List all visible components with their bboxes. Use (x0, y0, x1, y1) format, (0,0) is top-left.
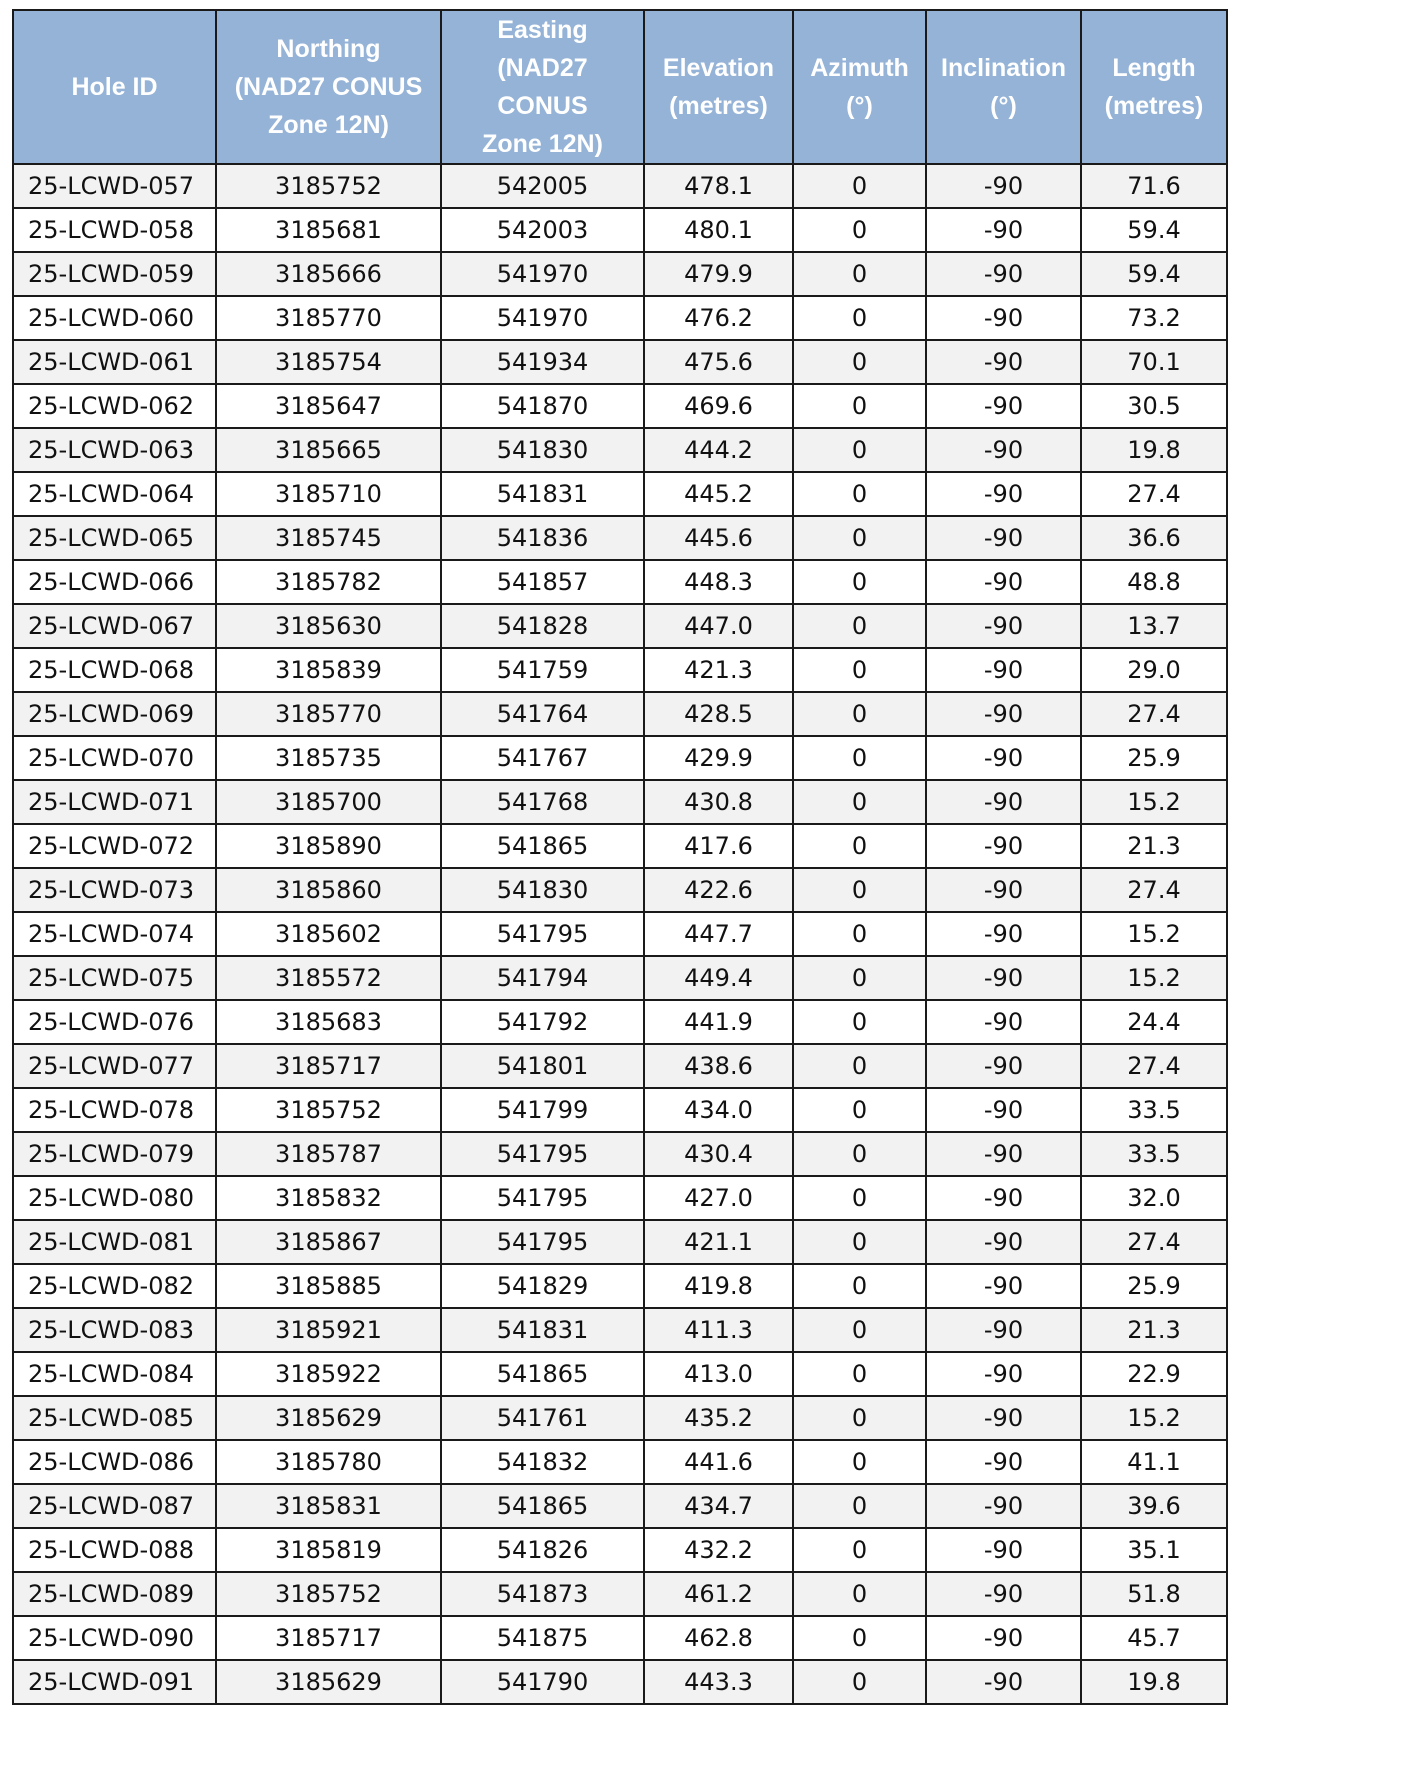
cell-inclination: -90 (926, 252, 1081, 296)
table-row (13, 648, 1227, 692)
cell-elevation: 475.6 (644, 340, 793, 384)
cell-azimuth: 0 (793, 868, 926, 912)
cell-easting: 541831 (441, 472, 644, 516)
col-header-elevation: Elevation (metres) (644, 10, 793, 164)
cell-length: 59.4 (1081, 208, 1227, 252)
cell-hole-id: 25-LCWD-062 (13, 384, 216, 428)
drill-hole-table (12, 9, 1228, 1705)
cell-inclination: -90 (926, 1000, 1081, 1044)
cell-elevation: 417.6 (644, 824, 793, 868)
cell-length: 33.5 (1081, 1132, 1227, 1176)
cell-hole-id: 25-LCWD-072 (13, 824, 216, 868)
cell-azimuth: 0 (793, 736, 926, 780)
cell-length: 32.0 (1081, 1176, 1227, 1220)
cell-elevation: 462.8 (644, 1616, 793, 1660)
cell-easting: 541865 (441, 1484, 644, 1528)
table-row (13, 868, 1227, 912)
cell-inclination: -90 (926, 1440, 1081, 1484)
cell-azimuth: 0 (793, 1396, 926, 1440)
cell-hole-id: 25-LCWD-060 (13, 296, 216, 340)
table-header (13, 10, 1227, 164)
cell-hole-id: 25-LCWD-074 (13, 912, 216, 956)
cell-length: 36.6 (1081, 516, 1227, 560)
cell-elevation: 480.1 (644, 208, 793, 252)
table-row (13, 1220, 1227, 1264)
cell-hole-id: 25-LCWD-066 (13, 560, 216, 604)
cell-northing: 3185885 (216, 1264, 441, 1308)
cell-length: 71.6 (1081, 164, 1227, 208)
cell-inclination: -90 (926, 1484, 1081, 1528)
cell-hole-id: 25-LCWD-090 (13, 1616, 216, 1660)
cell-elevation: 428.5 (644, 692, 793, 736)
cell-azimuth: 0 (793, 472, 926, 516)
cell-inclination: -90 (926, 1132, 1081, 1176)
cell-inclination: -90 (926, 692, 1081, 736)
cell-azimuth: 0 (793, 1616, 926, 1660)
cell-northing: 3185683 (216, 1000, 441, 1044)
table-row (13, 1308, 1227, 1352)
cell-easting: 541795 (441, 1132, 644, 1176)
cell-northing: 3185629 (216, 1396, 441, 1440)
cell-azimuth: 0 (793, 516, 926, 560)
cell-inclination: -90 (926, 1528, 1081, 1572)
table-row (13, 912, 1227, 956)
cell-azimuth: 0 (793, 1044, 926, 1088)
cell-easting: 541970 (441, 252, 644, 296)
cell-inclination: -90 (926, 1044, 1081, 1088)
cell-easting: 541831 (441, 1308, 644, 1352)
cell-elevation: 479.9 (644, 252, 793, 296)
table-row (13, 560, 1227, 604)
cell-length: 29.0 (1081, 648, 1227, 692)
cell-elevation: 445.2 (644, 472, 793, 516)
cell-elevation: 434.7 (644, 1484, 793, 1528)
cell-length: 27.4 (1081, 472, 1227, 516)
cell-hole-id: 25-LCWD-070 (13, 736, 216, 780)
cell-northing: 3185819 (216, 1528, 441, 1572)
cell-northing: 3185629 (216, 1660, 441, 1704)
cell-length: 24.4 (1081, 1000, 1227, 1044)
table-row (13, 1396, 1227, 1440)
cell-elevation: 430.4 (644, 1132, 793, 1176)
cell-inclination: -90 (926, 1088, 1081, 1132)
table-row (13, 1572, 1227, 1616)
cell-inclination: -90 (926, 1176, 1081, 1220)
cell-hole-id: 25-LCWD-057 (13, 164, 216, 208)
cell-northing: 3185770 (216, 296, 441, 340)
table-row (13, 208, 1227, 252)
cell-length: 45.7 (1081, 1616, 1227, 1660)
cell-hole-id: 25-LCWD-071 (13, 780, 216, 824)
cell-azimuth: 0 (793, 1264, 926, 1308)
cell-hole-id: 25-LCWD-091 (13, 1660, 216, 1704)
cell-elevation: 447.7 (644, 912, 793, 956)
cell-azimuth: 0 (793, 1440, 926, 1484)
cell-easting: 542003 (441, 208, 644, 252)
cell-length: 19.8 (1081, 1660, 1227, 1704)
cell-northing: 3185839 (216, 648, 441, 692)
table-row (13, 1044, 1227, 1088)
cell-length: 25.9 (1081, 736, 1227, 780)
cell-elevation: 427.0 (644, 1176, 793, 1220)
cell-easting: 541795 (441, 1220, 644, 1264)
cell-hole-id: 25-LCWD-073 (13, 868, 216, 912)
cell-length: 73.2 (1081, 296, 1227, 340)
cell-inclination: -90 (926, 1352, 1081, 1396)
table-row (13, 428, 1227, 472)
cell-length: 35.1 (1081, 1528, 1227, 1572)
cell-hole-id: 25-LCWD-058 (13, 208, 216, 252)
cell-inclination: -90 (926, 912, 1081, 956)
cell-azimuth: 0 (793, 1176, 926, 1220)
cell-easting: 542005 (441, 164, 644, 208)
cell-easting: 541794 (441, 956, 644, 1000)
table-row (13, 164, 1227, 208)
cell-inclination: -90 (926, 208, 1081, 252)
cell-length: 21.3 (1081, 824, 1227, 868)
cell-length: 13.7 (1081, 604, 1227, 648)
cell-inclination: -90 (926, 1264, 1081, 1308)
cell-easting: 541857 (441, 560, 644, 604)
table-row (13, 692, 1227, 736)
table-row (13, 1132, 1227, 1176)
table-row (13, 824, 1227, 868)
cell-inclination: -90 (926, 1396, 1081, 1440)
cell-length: 25.9 (1081, 1264, 1227, 1308)
cell-hole-id: 25-LCWD-086 (13, 1440, 216, 1484)
cell-northing: 3185752 (216, 1572, 441, 1616)
cell-hole-id: 25-LCWD-077 (13, 1044, 216, 1088)
cell-azimuth: 0 (793, 824, 926, 868)
cell-easting: 541761 (441, 1396, 644, 1440)
cell-length: 22.9 (1081, 1352, 1227, 1396)
cell-northing: 3185831 (216, 1484, 441, 1528)
cell-elevation: 438.6 (644, 1044, 793, 1088)
cell-elevation: 435.2 (644, 1396, 793, 1440)
cell-elevation: 421.1 (644, 1220, 793, 1264)
table-row (13, 384, 1227, 428)
cell-northing: 3185867 (216, 1220, 441, 1264)
cell-length: 27.4 (1081, 868, 1227, 912)
cell-length: 33.5 (1081, 1088, 1227, 1132)
cell-hole-id: 25-LCWD-082 (13, 1264, 216, 1308)
cell-elevation: 419.8 (644, 1264, 793, 1308)
cell-azimuth: 0 (793, 340, 926, 384)
cell-easting: 541830 (441, 428, 644, 472)
cell-inclination: -90 (926, 1616, 1081, 1660)
cell-inclination: -90 (926, 956, 1081, 1000)
cell-hole-id: 25-LCWD-089 (13, 1572, 216, 1616)
cell-azimuth: 0 (793, 1352, 926, 1396)
cell-azimuth: 0 (793, 648, 926, 692)
cell-inclination: -90 (926, 384, 1081, 428)
cell-easting: 541830 (441, 868, 644, 912)
cell-easting: 541799 (441, 1088, 644, 1132)
cell-elevation: 441.6 (644, 1440, 793, 1484)
cell-inclination: -90 (926, 824, 1081, 868)
cell-elevation: 432.2 (644, 1528, 793, 1572)
cell-elevation: 430.8 (644, 780, 793, 824)
header-row (13, 10, 1227, 164)
cell-elevation: 413.0 (644, 1352, 793, 1396)
col-header-inclination: Inclination (°) (926, 10, 1081, 164)
cell-easting: 541792 (441, 1000, 644, 1044)
cell-elevation: 429.9 (644, 736, 793, 780)
cell-easting: 541768 (441, 780, 644, 824)
table-row (13, 1528, 1227, 1572)
cell-hole-id: 25-LCWD-069 (13, 692, 216, 736)
cell-easting: 541832 (441, 1440, 644, 1484)
cell-elevation: 434.0 (644, 1088, 793, 1132)
cell-elevation: 478.1 (644, 164, 793, 208)
table-row (13, 252, 1227, 296)
cell-hole-id: 25-LCWD-083 (13, 1308, 216, 1352)
table-row (13, 1440, 1227, 1484)
cell-easting: 541767 (441, 736, 644, 780)
cell-azimuth: 0 (793, 1000, 926, 1044)
cell-azimuth: 0 (793, 1660, 926, 1704)
cell-inclination: -90 (926, 604, 1081, 648)
cell-azimuth: 0 (793, 1528, 926, 1572)
table-row (13, 956, 1227, 1000)
cell-northing: 3185752 (216, 164, 441, 208)
cell-inclination: -90 (926, 340, 1081, 384)
table-body (13, 164, 1227, 1704)
table-row (13, 780, 1227, 824)
cell-northing: 3185666 (216, 252, 441, 296)
cell-northing: 3185572 (216, 956, 441, 1000)
cell-hole-id: 25-LCWD-064 (13, 472, 216, 516)
cell-azimuth: 0 (793, 164, 926, 208)
cell-azimuth: 0 (793, 1132, 926, 1176)
cell-northing: 3185710 (216, 472, 441, 516)
cell-hole-id: 25-LCWD-080 (13, 1176, 216, 1220)
cell-northing: 3185890 (216, 824, 441, 868)
cell-elevation: 447.0 (644, 604, 793, 648)
cell-northing: 3185922 (216, 1352, 441, 1396)
cell-inclination: -90 (926, 560, 1081, 604)
cell-inclination: -90 (926, 1660, 1081, 1704)
cell-azimuth: 0 (793, 604, 926, 648)
cell-length: 27.4 (1081, 1044, 1227, 1088)
cell-northing: 3185665 (216, 428, 441, 472)
cell-easting: 541865 (441, 824, 644, 868)
cell-inclination: -90 (926, 1220, 1081, 1264)
cell-northing: 3185745 (216, 516, 441, 560)
cell-length: 19.8 (1081, 428, 1227, 472)
table-row (13, 736, 1227, 780)
table-row (13, 296, 1227, 340)
cell-northing: 3185752 (216, 1088, 441, 1132)
cell-northing: 3185647 (216, 384, 441, 428)
table-row (13, 1616, 1227, 1660)
cell-azimuth: 0 (793, 912, 926, 956)
table-row (13, 1176, 1227, 1220)
table-row (13, 472, 1227, 516)
col-header-easting: Easting (NAD27 CONUS Zone 12N) (441, 10, 644, 164)
cell-hole-id: 25-LCWD-084 (13, 1352, 216, 1396)
table-row (13, 1000, 1227, 1044)
table-row (13, 1352, 1227, 1396)
cell-azimuth: 0 (793, 560, 926, 604)
cell-azimuth: 0 (793, 1308, 926, 1352)
cell-length: 15.2 (1081, 956, 1227, 1000)
cell-hole-id: 25-LCWD-068 (13, 648, 216, 692)
cell-hole-id: 25-LCWD-065 (13, 516, 216, 560)
cell-northing: 3185735 (216, 736, 441, 780)
cell-length: 48.8 (1081, 560, 1227, 604)
cell-elevation: 422.6 (644, 868, 793, 912)
col-header-hole-id: Hole ID (13, 10, 216, 164)
cell-easting: 541828 (441, 604, 644, 648)
cell-easting: 541865 (441, 1352, 644, 1396)
cell-elevation: 449.4 (644, 956, 793, 1000)
cell-northing: 3185700 (216, 780, 441, 824)
cell-northing: 3185717 (216, 1616, 441, 1660)
cell-azimuth: 0 (793, 780, 926, 824)
cell-inclination: -90 (926, 1308, 1081, 1352)
cell-easting: 541795 (441, 912, 644, 956)
cell-elevation: 441.9 (644, 1000, 793, 1044)
cell-elevation: 469.6 (644, 384, 793, 428)
cell-hole-id: 25-LCWD-059 (13, 252, 216, 296)
cell-easting: 541829 (441, 1264, 644, 1308)
cell-hole-id: 25-LCWD-061 (13, 340, 216, 384)
cell-inclination: -90 (926, 868, 1081, 912)
cell-elevation: 443.3 (644, 1660, 793, 1704)
cell-elevation: 444.2 (644, 428, 793, 472)
table-row (13, 516, 1227, 560)
cell-inclination: -90 (926, 736, 1081, 780)
cell-hole-id: 25-LCWD-078 (13, 1088, 216, 1132)
cell-inclination: -90 (926, 164, 1081, 208)
cell-azimuth: 0 (793, 252, 926, 296)
cell-northing: 3185770 (216, 692, 441, 736)
cell-easting: 541970 (441, 296, 644, 340)
cell-azimuth: 0 (793, 208, 926, 252)
cell-length: 27.4 (1081, 692, 1227, 736)
cell-northing: 3185780 (216, 1440, 441, 1484)
cell-inclination: -90 (926, 648, 1081, 692)
cell-azimuth: 0 (793, 956, 926, 1000)
table-row (13, 604, 1227, 648)
cell-azimuth: 0 (793, 1484, 926, 1528)
cell-northing: 3185921 (216, 1308, 441, 1352)
cell-northing: 3185832 (216, 1176, 441, 1220)
cell-hole-id: 25-LCWD-063 (13, 428, 216, 472)
cell-easting: 541870 (441, 384, 644, 428)
cell-hole-id: 25-LCWD-079 (13, 1132, 216, 1176)
cell-length: 41.1 (1081, 1440, 1227, 1484)
cell-inclination: -90 (926, 428, 1081, 472)
cell-northing: 3185717 (216, 1044, 441, 1088)
cell-azimuth: 0 (793, 1088, 926, 1132)
cell-hole-id: 25-LCWD-075 (13, 956, 216, 1000)
cell-easting: 541836 (441, 516, 644, 560)
cell-azimuth: 0 (793, 692, 926, 736)
cell-elevation: 476.2 (644, 296, 793, 340)
cell-easting: 541801 (441, 1044, 644, 1088)
cell-easting: 541934 (441, 340, 644, 384)
cell-length: 15.2 (1081, 912, 1227, 956)
cell-length: 15.2 (1081, 780, 1227, 824)
cell-inclination: -90 (926, 472, 1081, 516)
cell-inclination: -90 (926, 780, 1081, 824)
cell-length: 70.1 (1081, 340, 1227, 384)
cell-length: 30.5 (1081, 384, 1227, 428)
cell-azimuth: 0 (793, 384, 926, 428)
table-row (13, 1088, 1227, 1132)
cell-azimuth: 0 (793, 296, 926, 340)
table-row (13, 1484, 1227, 1528)
col-header-length: Length (metres) (1081, 10, 1227, 164)
cell-inclination: -90 (926, 1572, 1081, 1616)
cell-hole-id: 25-LCWD-081 (13, 1220, 216, 1264)
cell-northing: 3185860 (216, 868, 441, 912)
cell-hole-id: 25-LCWD-085 (13, 1396, 216, 1440)
cell-elevation: 448.3 (644, 560, 793, 604)
cell-length: 51.8 (1081, 1572, 1227, 1616)
cell-northing: 3185782 (216, 560, 441, 604)
cell-hole-id: 25-LCWD-067 (13, 604, 216, 648)
cell-length: 39.6 (1081, 1484, 1227, 1528)
cell-azimuth: 0 (793, 428, 926, 472)
cell-inclination: -90 (926, 296, 1081, 340)
cell-hole-id: 25-LCWD-087 (13, 1484, 216, 1528)
cell-easting: 541875 (441, 1616, 644, 1660)
cell-easting: 541790 (441, 1660, 644, 1704)
cell-hole-id: 25-LCWD-076 (13, 1000, 216, 1044)
table-row (13, 1660, 1227, 1704)
cell-northing: 3185602 (216, 912, 441, 956)
table-row (13, 1264, 1227, 1308)
cell-northing: 3185681 (216, 208, 441, 252)
cell-northing: 3185630 (216, 604, 441, 648)
table-row (13, 340, 1227, 384)
cell-easting: 541759 (441, 648, 644, 692)
cell-azimuth: 0 (793, 1572, 926, 1616)
cell-elevation: 461.2 (644, 1572, 793, 1616)
cell-easting: 541764 (441, 692, 644, 736)
cell-easting: 541826 (441, 1528, 644, 1572)
cell-elevation: 411.3 (644, 1308, 793, 1352)
cell-length: 15.2 (1081, 1396, 1227, 1440)
col-header-northing: Northing (NAD27 CONUS Zone 12N) (216, 10, 441, 164)
cell-length: 21.3 (1081, 1308, 1227, 1352)
cell-length: 59.4 (1081, 252, 1227, 296)
cell-easting: 541795 (441, 1176, 644, 1220)
cell-elevation: 421.3 (644, 648, 793, 692)
cell-easting: 541873 (441, 1572, 644, 1616)
cell-elevation: 445.6 (644, 516, 793, 560)
cell-northing: 3185754 (216, 340, 441, 384)
col-header-azimuth: Azimuth (°) (793, 10, 926, 164)
cell-length: 27.4 (1081, 1220, 1227, 1264)
cell-inclination: -90 (926, 516, 1081, 560)
cell-azimuth: 0 (793, 1220, 926, 1264)
cell-hole-id: 25-LCWD-088 (13, 1528, 216, 1572)
cell-northing: 3185787 (216, 1132, 441, 1176)
